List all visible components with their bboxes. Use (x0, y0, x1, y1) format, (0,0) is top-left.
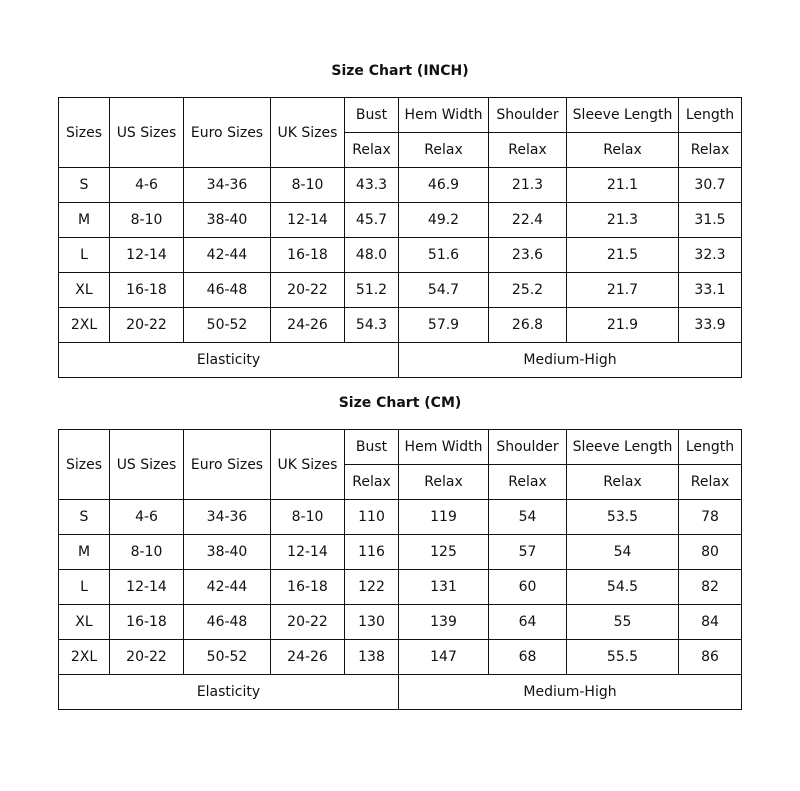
table-cell: 60 (489, 570, 567, 605)
table-cell: 12-14 (110, 570, 184, 605)
header-length: Length (679, 430, 742, 465)
table-cell: 55 (567, 605, 679, 640)
header-sizes: Sizes (59, 98, 110, 168)
table-cell: 50-52 (184, 640, 271, 675)
header-length: Length (679, 98, 742, 133)
header-row (59, 430, 742, 465)
subheader-relax: Relax (567, 133, 679, 168)
table-cell: S (59, 168, 110, 203)
table-cell: 138 (345, 640, 399, 675)
subheader-relax: Relax (679, 133, 742, 168)
table-cell: 80 (679, 535, 742, 570)
header-bust: Bust (345, 430, 399, 465)
header-sleeve-length: Sleeve Length (567, 430, 679, 465)
table-row (59, 570, 742, 605)
table-cell: XL (59, 605, 110, 640)
table-row (59, 640, 742, 675)
subheader-relax: Relax (399, 133, 489, 168)
table-cell: 54 (489, 500, 567, 535)
table-cell: 8-10 (110, 203, 184, 238)
table-cell: 38-40 (184, 203, 271, 238)
table-cell: L (59, 570, 110, 605)
table-cell: 86 (679, 640, 742, 675)
table-cell: 4-6 (110, 168, 184, 203)
table-row (59, 273, 742, 308)
elasticity-value: Medium-High (399, 675, 742, 710)
header-sleeve-length: Sleeve Length (567, 98, 679, 133)
table-cell: 48.0 (345, 238, 399, 273)
table-cell: 30.7 (679, 168, 742, 203)
table-cell: 131 (399, 570, 489, 605)
size-chart-cm-title: Size Chart (CM) (338, 395, 462, 411)
subheader-relax: Relax (679, 465, 742, 500)
table-cell: 4-6 (110, 500, 184, 535)
table-cell: 84 (679, 605, 742, 640)
table-cell: 78 (679, 500, 742, 535)
subheader-relax: Relax (489, 465, 567, 500)
table-cell: 122 (345, 570, 399, 605)
table-cell: 116 (345, 535, 399, 570)
size-chart-inch-table (58, 97, 742, 378)
table-cell: 51.2 (345, 273, 399, 308)
table-cell: 49.2 (399, 203, 489, 238)
header-uk-sizes: UK Sizes (271, 98, 345, 168)
header-us-sizes: US Sizes (110, 430, 184, 500)
table-cell: 38-40 (184, 535, 271, 570)
header-us-sizes: US Sizes (110, 98, 184, 168)
table-cell: 2XL (59, 308, 110, 343)
table-cell: 57 (489, 535, 567, 570)
table-cell: 46.9 (399, 168, 489, 203)
table-cell: 23.6 (489, 238, 567, 273)
header-shoulder: Shoulder (489, 98, 567, 133)
table-cell: 21.5 (567, 238, 679, 273)
table-row (59, 168, 742, 203)
table-cell: 21.3 (489, 168, 567, 203)
table-row (59, 203, 742, 238)
table-cell: 54.7 (399, 273, 489, 308)
elasticity-value: Medium-High (399, 343, 742, 378)
subheader-relax: Relax (399, 465, 489, 500)
table-cell: 20-22 (110, 640, 184, 675)
table-cell: 12-14 (271, 535, 345, 570)
table-cell: 31.5 (679, 203, 742, 238)
table-row (59, 238, 742, 273)
table-cell: S (59, 500, 110, 535)
table-cell: 33.1 (679, 273, 742, 308)
table-cell: 12-14 (110, 238, 184, 273)
header-uk-sizes: UK Sizes (271, 430, 345, 500)
table-cell: 54 (567, 535, 679, 570)
table-cell: 8-10 (271, 500, 345, 535)
table-cell: 110 (345, 500, 399, 535)
header-euro-sizes: Euro Sizes (184, 98, 271, 168)
table-row (59, 500, 742, 535)
header-shoulder: Shoulder (489, 430, 567, 465)
table-cell: 130 (345, 605, 399, 640)
table-cell: 43.3 (345, 168, 399, 203)
table-cell: 34-36 (184, 168, 271, 203)
table-cell: M (59, 535, 110, 570)
table-cell: 46-48 (184, 273, 271, 308)
table-row (59, 605, 742, 640)
table-row (59, 535, 742, 570)
table-cell: XL (59, 273, 110, 308)
table-cell: 20-22 (271, 605, 345, 640)
table-cell: M (59, 203, 110, 238)
table-cell: 24-26 (271, 640, 345, 675)
table-cell: 16-18 (110, 605, 184, 640)
table-cell: 16-18 (271, 238, 345, 273)
table-cell: 25.2 (489, 273, 567, 308)
table-cell: 46-48 (184, 605, 271, 640)
table-row (59, 308, 742, 343)
elasticity-label: Elasticity (59, 675, 399, 710)
table-cell: 33.9 (679, 308, 742, 343)
size-chart-cm-table (58, 429, 742, 710)
header-hem-width: Hem Width (399, 430, 489, 465)
subheader-relax: Relax (345, 133, 399, 168)
table-cell: 51.6 (399, 238, 489, 273)
table-cell: 32.3 (679, 238, 742, 273)
header-euro-sizes: Euro Sizes (184, 430, 271, 500)
header-sizes: Sizes (59, 430, 110, 500)
table-cell: 53.5 (567, 500, 679, 535)
header-row (59, 98, 742, 133)
table-cell: 2XL (59, 640, 110, 675)
header-bust: Bust (345, 98, 399, 133)
table-cell: 45.7 (345, 203, 399, 238)
table-cell: 21.9 (567, 308, 679, 343)
table-cell: 21.7 (567, 273, 679, 308)
table-cell: 20-22 (271, 273, 345, 308)
table-cell: 139 (399, 605, 489, 640)
table-cell: 64 (489, 605, 567, 640)
subheader-relax: Relax (345, 465, 399, 500)
table-cell: 16-18 (271, 570, 345, 605)
footer-row (59, 675, 742, 710)
table-cell: 55.5 (567, 640, 679, 675)
table-cell: 54.3 (345, 308, 399, 343)
elasticity-label: Elasticity (59, 343, 399, 378)
table-cell: 8-10 (110, 535, 184, 570)
footer-row (59, 343, 742, 378)
table-cell: 24-26 (271, 308, 345, 343)
table-cell: 125 (399, 535, 489, 570)
table-cell: 22.4 (489, 203, 567, 238)
header-hem-width: Hem Width (399, 98, 489, 133)
table-cell: 119 (399, 500, 489, 535)
table-cell: L (59, 238, 110, 273)
table-cell: 82 (679, 570, 742, 605)
subheader-relax: Relax (489, 133, 567, 168)
table-cell: 54.5 (567, 570, 679, 605)
size-chart-inch-title: Size Chart (INCH) (331, 63, 469, 79)
table-cell: 21.3 (567, 203, 679, 238)
table-cell: 34-36 (184, 500, 271, 535)
table-cell: 12-14 (271, 203, 345, 238)
table-cell: 21.1 (567, 168, 679, 203)
table-cell: 57.9 (399, 308, 489, 343)
table-cell: 16-18 (110, 273, 184, 308)
table-cell: 20-22 (110, 308, 184, 343)
table-cell: 8-10 (271, 168, 345, 203)
table-cell: 26.8 (489, 308, 567, 343)
subheader-relax: Relax (567, 465, 679, 500)
table-cell: 42-44 (184, 238, 271, 273)
table-cell: 50-52 (184, 308, 271, 343)
table-cell: 68 (489, 640, 567, 675)
table-cell: 147 (399, 640, 489, 675)
table-cell: 42-44 (184, 570, 271, 605)
